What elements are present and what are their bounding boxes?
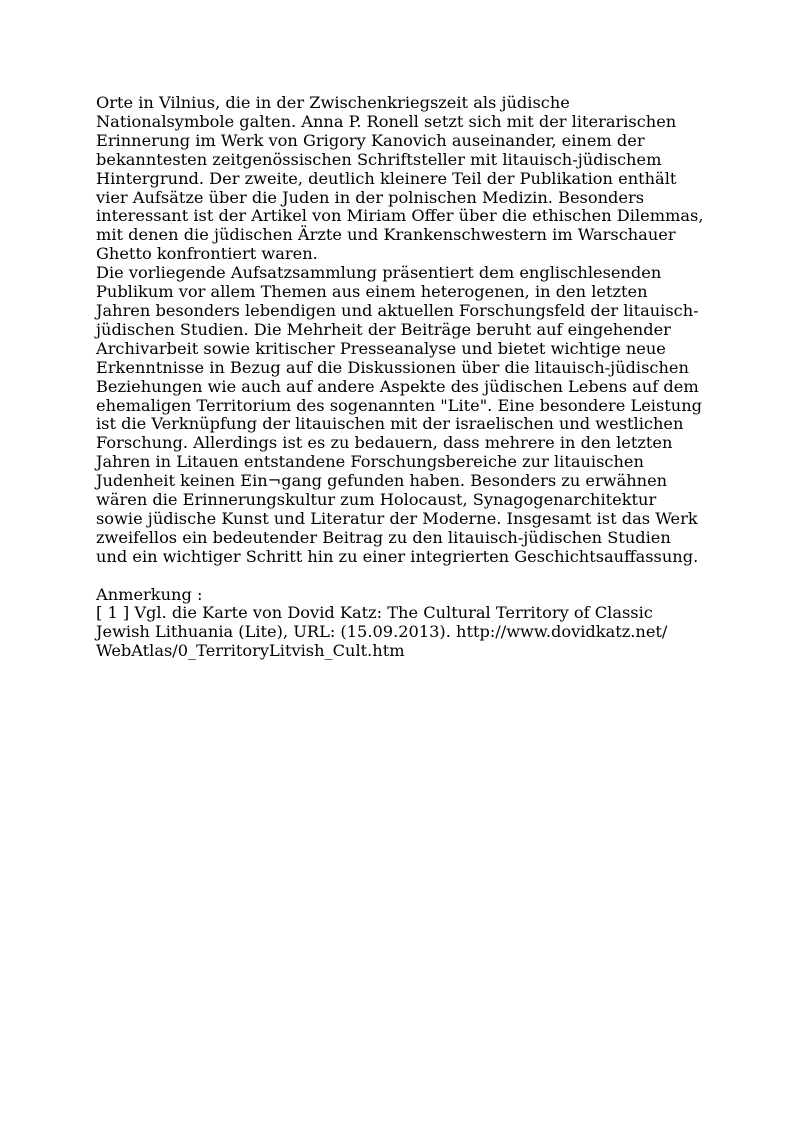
paragraph-review-conclusion [96, 264, 736, 567]
text-line: zweifellos ein bedeutender Beitrag zu den litauisch-jüdischen Studien [96, 527, 671, 547]
text-line: Die vorliegende Aufsatzsammlung präsentiert dem englischlesenden [96, 263, 662, 283]
text-line: Hintergrund. Der zweite, deutlich kleinere Teil der Publikation enthält [96, 168, 677, 188]
footnote-line: WebAtlas/0_TerritoryLitvish_Cult.htm [96, 641, 405, 661]
text-line: Ghetto konfrontiert waren. [96, 244, 318, 264]
document-page [96, 94, 736, 661]
footnote-line: [ 1 ] Vgl. die Karte von Dovid Katz: The Cultural Territory of Classic [96, 603, 653, 623]
paragraph-continuation [96, 94, 736, 264]
text-line: Archivarbeit sowie kritischer Presseanalyse und bietet wichtige neue [96, 338, 666, 358]
notes-heading: Anmerkung : [96, 584, 203, 604]
text-line: bekanntesten zeitgenössischen Schriftsteller mit litauisch-jüdischem [96, 149, 662, 169]
text-line: Orte in Vilnius, die in der Zwischenkriegszeit als jüdische [96, 93, 570, 112]
text-line: ehemaligen Territorium des sogenannten "Lite". Eine besondere Leistung [96, 395, 702, 415]
text-line: Nationalsymbole galten. Anna P. Ronell setzt sich mit der literarischen [96, 111, 677, 131]
text-line: ist die Verknüpfung der litauischen mit der israelischen und westlichen [96, 414, 684, 434]
text-line: interessant ist der Artikel von Miriam Offer über die ethischen Dilemmas, [96, 206, 704, 226]
text-line: Jahren in Litauen entstandene Forschungsbereiche zur litauischen [96, 452, 644, 472]
text-line: wären die Erinnerungskultur zum Holocaust, Synagogenarchitektur [96, 490, 657, 510]
text-line: jüdischen Studien. Die Mehrheit der Beiträge beruht auf eingehender [96, 319, 671, 339]
text-line: Erinnerung im Werk von Grigory Kanovich auseinander, einem der [96, 130, 645, 150]
text-line: Jahren besonders lebendigen und aktuellen Forschungsfeld der litauisch- [96, 300, 699, 320]
footnote-line: Jewish Lithuania (Lite), URL: (15.09.2013). http://www.dovidkatz.net/ [96, 622, 668, 642]
text-line: und ein wichtiger Schritt hin zu einer integrierten Geschichtsauffassung. [96, 546, 699, 566]
text-line: Erkenntnisse in Bezug auf die Diskussionen über die litauisch-jüdischen [96, 357, 689, 377]
text-line: vier Aufsätze über die Juden in der polnischen Medizin. Besonders [96, 187, 645, 207]
text-line: Publikum vor allem Themen aus einem heterogenen, in den letzten [96, 282, 648, 302]
blank-line [96, 567, 736, 586]
footnote-1 [96, 604, 736, 661]
text-line: mit denen die jüdischen Ärzte und Krankenschwestern im Warschauer [96, 225, 676, 245]
text-line: Forschung. Allerdings ist es zu bedauern, dass mehrere in den letzten [96, 433, 673, 453]
text-line: sowie jüdische Kunst und Literatur der Moderne. Insgesamt ist das Werk [96, 508, 698, 528]
text-line: Beziehungen wie auch auf andere Aspekte des jüdischen Lebens auf dem [96, 376, 699, 396]
text-line: Judenheit keinen Ein¬gang gefunden haben. Besonders zu erwähnen [96, 471, 668, 491]
